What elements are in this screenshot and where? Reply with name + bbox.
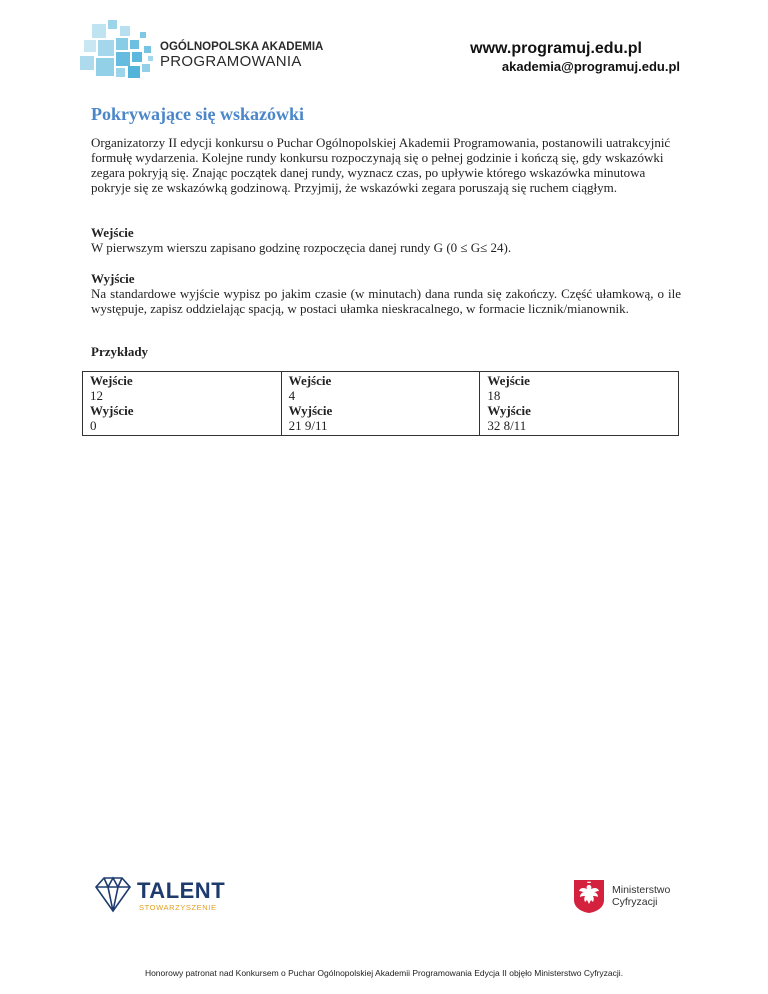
- example-output-value: 0: [90, 418, 97, 433]
- example-input-label: Wejście: [90, 373, 133, 388]
- task-intro: Organizatorzy II edycji konkursu o Puchar Ogólnopolskiej Akademii Programowania, postanowili uatrakcyjnić formułę wydarzenia. Kolejne rundy konkursu rozpoczynają się o pełnej godzinie i kończą się, gdy wskazówki zegara pokryją się. Znając początek danej rundy, wyznacz czas, po upływie którego wskazówka minutowa pokryje się ze wskazówką godzinową. Przyjmij, że wskazówki zegara poruszają się ruchem ciągłym.: [91, 135, 671, 195]
- example-cell-3: [480, 372, 679, 436]
- talent-subtitle: STOWARZYSZENIE: [139, 903, 217, 912]
- example-output-value: 21 9/11: [288, 418, 328, 433]
- output-description: Na standardowe wyjście wypisz po jakim czasie (w minutach) dana runda się zakończy. Część ułamkową, o ile występuje, zapisz oddzielając spacją, w postaci ułamka nieskracalnego, w formacie licznik/mianownik.: [91, 286, 681, 316]
- brand-name-top: OGÓLNOPOLSKA AKADEMIA: [160, 41, 324, 53]
- input-heading: Wejście: [91, 225, 134, 240]
- examples-heading: Przykłady: [91, 344, 149, 359]
- example-output-label: Wyjście: [487, 403, 531, 418]
- brand-name-bottom: PROGRAMOWANIA: [160, 53, 302, 70]
- input-description: W pierwszym wierszu zapisano godzinę rozpoczęcia danej rundy G (0 ≤ G≤ 24).: [91, 240, 512, 255]
- website-link[interactable]: www.programuj.edu.pl: [470, 40, 642, 57]
- example-output-label: Wyjście: [288, 403, 333, 418]
- example-input-value: 18: [487, 388, 501, 403]
- example-cell-2: [281, 372, 480, 436]
- task-title: Pokrywające się wskazówki: [91, 104, 304, 124]
- example-input-value: 4: [288, 388, 296, 403]
- example-input-label: Wejście: [288, 373, 332, 388]
- ministry-name: [612, 884, 670, 908]
- examples-row: [83, 372, 679, 436]
- ministry-line-2: Cyfryzacji: [612, 896, 658, 908]
- patronage-note: Honorowy patronat nad Konkursem o Puchar Ogólnopolskiej Akademii Programowania Edycja II objęło Ministerstwo Cyfryzacji.: [144, 968, 624, 978]
- example-output-label: Wyjście: [90, 403, 134, 418]
- example-input-label: Wejście: [487, 373, 530, 388]
- example-output-value: 32 8/11: [487, 418, 527, 433]
- example-input-value: 12: [90, 388, 103, 403]
- output-heading: Wyjście: [91, 271, 135, 286]
- talent-name: TALENT: [137, 878, 226, 903]
- example-cell-1: [83, 372, 282, 436]
- examples-table: [82, 371, 679, 436]
- email-link[interactable]: akademia@programuj.edu.pl: [501, 59, 680, 74]
- ministry-line-1: Ministerstwo: [612, 884, 671, 896]
- polish-eagle-emblem-icon: [572, 878, 606, 914]
